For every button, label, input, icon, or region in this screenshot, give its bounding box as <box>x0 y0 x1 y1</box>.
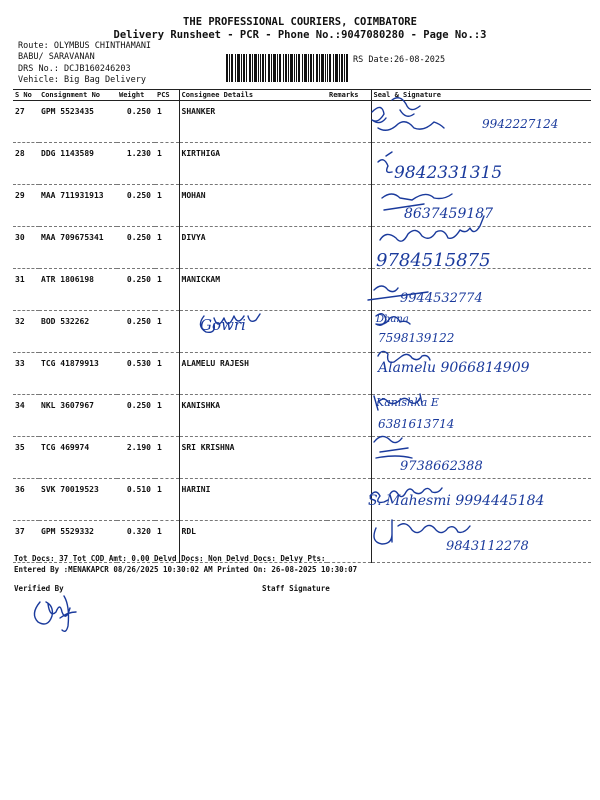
cell-weight: 0.250 <box>117 269 155 311</box>
cell-consignee: RDL <box>179 521 327 563</box>
cell-pcs: 1 <box>155 143 179 185</box>
cell-pcs: 1 <box>155 521 179 563</box>
cell-pcs: 1 <box>155 479 179 521</box>
staff-label: BABU/ SARAVANAN <box>18 52 95 62</box>
cell-consignment: ATR 1806198 <box>39 269 117 311</box>
rs-date: RS Date:26-08-2025 <box>353 55 446 65</box>
col-consignment: Consignment No <box>39 90 117 101</box>
barcode-image <box>226 54 348 82</box>
cell-sno: 32 <box>13 311 39 353</box>
cell-sno: 35 <box>13 437 39 479</box>
cell-consignment: TCG 41879913 <box>39 353 117 395</box>
cell-signature <box>371 227 591 269</box>
cell-weight: 0.250 <box>117 395 155 437</box>
cell-sno: 28 <box>13 143 39 185</box>
cell-sno: 29 <box>13 185 39 227</box>
cell-remarks <box>327 311 371 353</box>
cell-signature <box>371 101 591 143</box>
cell-consignment: NKL 3607967 <box>39 395 117 437</box>
company-title: THE PROFESSIONAL COURIERS, COIMBATORE <box>183 16 417 28</box>
cell-weight: 1.230 <box>117 143 155 185</box>
cell-sno: 34 <box>13 395 39 437</box>
col-consignee: Consignee Details <box>179 90 327 101</box>
cell-sno: 36 <box>13 479 39 521</box>
runsheet-table <box>13 89 591 563</box>
cell-consignee: KIRTHIGA <box>179 143 327 185</box>
cell-remarks <box>327 521 371 563</box>
cell-sno: 31 <box>13 269 39 311</box>
cell-consignment: GPM 5523435 <box>39 101 117 143</box>
sig32-phone: 7598139122 <box>378 331 455 345</box>
cell-sno: 27 <box>13 101 39 143</box>
totals-line: Tot Docs: 37 Tot COD Amt: 0.00 Delvd Docs: Non Delvd Docs: Delvy Pts: <box>14 554 326 563</box>
table-row <box>13 311 591 353</box>
runsheet-subtitle: Delivery Runsheet - PCR - Phone No.:9047080280 - Page No.:3 <box>113 29 487 41</box>
vehicle-label: Vehicle: Big Bag Delivery <box>18 75 146 85</box>
cell-pcs: 1 <box>155 311 179 353</box>
cell-pcs: 1 <box>155 395 179 437</box>
cell-consignee: ALAMELU RAJESH <box>179 353 327 395</box>
route-label: Route: OLYMBUS CHINTHAMANI <box>18 41 152 51</box>
cell-consignment: DDG 1143589 <box>39 143 117 185</box>
cell-consignee: MOHAN <box>179 185 327 227</box>
cell-consignment: SVK 70019523 <box>39 479 117 521</box>
cell-consignee: SHANKER <box>179 101 327 143</box>
cell-weight: 0.250 <box>117 101 155 143</box>
table-row <box>13 143 591 185</box>
cell-weight: 0.530 <box>117 353 155 395</box>
cell-weight: 0.250 <box>117 227 155 269</box>
cell-consignment: TCG 469974 <box>39 437 117 479</box>
table-header-row <box>13 90 591 101</box>
cell-signature <box>371 479 591 521</box>
cell-consignee: KANISHKA <box>179 395 327 437</box>
row32-consignee-handwritten: Gowri <box>200 316 246 334</box>
cell-signature <box>371 143 591 185</box>
col-remarks: Remarks <box>327 90 371 101</box>
cell-remarks <box>327 395 371 437</box>
cell-remarks <box>327 353 371 395</box>
col-pcs: PCS <box>155 90 179 101</box>
table-row <box>13 395 591 437</box>
cell-sno: 30 <box>13 227 39 269</box>
cell-remarks <box>327 479 371 521</box>
staff-signature-label: Staff Signature <box>262 584 330 593</box>
sig28-phone: 9842331315 <box>394 163 503 183</box>
sig34-phone: 6381613714 <box>378 417 455 431</box>
cell-consignee: MANICKAM <box>179 269 327 311</box>
cell-signature <box>371 521 591 563</box>
cell-pcs: 1 <box>155 101 179 143</box>
table-row <box>13 479 591 521</box>
cell-weight: 0.250 <box>117 185 155 227</box>
table-row <box>13 353 591 395</box>
cell-remarks <box>327 185 371 227</box>
cell-pcs: 1 <box>155 269 179 311</box>
verified-by-label: Verified By <box>14 584 64 593</box>
cell-signature <box>371 311 591 353</box>
cell-weight: 0.250 <box>117 311 155 353</box>
cell-consignment: GPM 5529332 <box>39 521 117 563</box>
cell-remarks <box>327 227 371 269</box>
table-row <box>13 101 591 143</box>
cell-pcs: 1 <box>155 353 179 395</box>
cell-consignment: MAA 711931913 <box>39 185 117 227</box>
sig31-phone: 9944532774 <box>400 291 483 306</box>
cell-weight: 0.510 <box>117 479 155 521</box>
sig34-name: Kanishka E <box>376 396 439 409</box>
cell-sno: 33 <box>13 353 39 395</box>
cell-consignee: HARINI <box>179 479 327 521</box>
col-weight: Weight <box>117 90 155 101</box>
table-row <box>13 269 591 311</box>
cell-signature <box>371 437 591 479</box>
col-sno: S No <box>13 90 39 101</box>
sig33-text: Alamelu 9066814909 <box>378 360 530 376</box>
table-row <box>13 437 591 479</box>
cell-consignee: DIVYA <box>179 227 327 269</box>
drs-number: DRS No.: DCJB160246203 <box>18 64 131 74</box>
cell-consignment: MAA 709675341 <box>39 227 117 269</box>
cell-remarks <box>327 101 371 143</box>
cell-remarks <box>327 143 371 185</box>
cell-weight: 2.190 <box>117 437 155 479</box>
sig32-name: Dhana <box>376 314 409 325</box>
cell-remarks <box>327 437 371 479</box>
cell-signature <box>371 269 591 311</box>
sig27-phone: 9942227124 <box>482 117 559 131</box>
sig36-text: S. Mahesmi 9994445184 <box>368 493 545 509</box>
cell-consignee: SRI KRISHNA <box>179 437 327 479</box>
table-row <box>13 185 591 227</box>
cell-remarks <box>327 269 371 311</box>
sig29-phone: 8637459187 <box>404 206 494 222</box>
cell-consignment: BOD 532262 <box>39 311 117 353</box>
table-row <box>13 227 591 269</box>
cell-weight: 0.320 <box>117 521 155 563</box>
cell-signature <box>371 353 591 395</box>
cell-sno: 37 <box>13 521 39 563</box>
sig37-phone: 9843112278 <box>446 539 529 554</box>
cell-pcs: 1 <box>155 185 179 227</box>
cell-signature <box>371 185 591 227</box>
sig35-phone: 9738662388 <box>400 459 483 474</box>
cell-pcs: 1 <box>155 227 179 269</box>
entered-by-line: Entered By :MENAKAPCR 08/26/2025 10:30:02 AM Printed On: 26-08-2025 10:30:07 <box>14 565 358 574</box>
cell-signature <box>371 395 591 437</box>
sig30-phone: 9784515875 <box>376 250 491 271</box>
col-signature: Seal & Signature <box>371 90 591 101</box>
cell-pcs: 1 <box>155 437 179 479</box>
cell-consignee <box>179 311 327 353</box>
